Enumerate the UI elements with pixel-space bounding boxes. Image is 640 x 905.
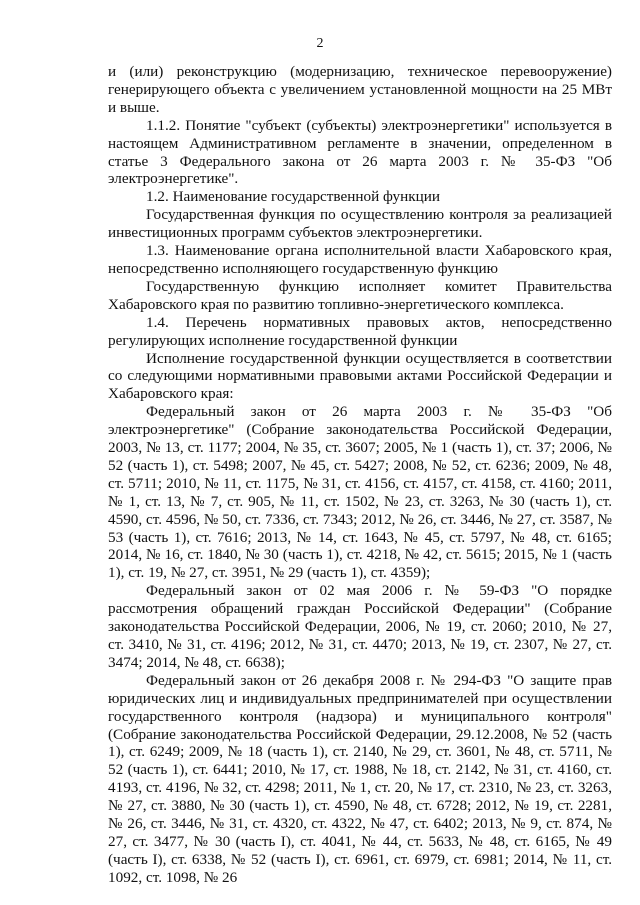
paragraph-legal-basis: Исполнение государственной функции осуществляется в соответствии со следующими нормативными правовыми актами Российской Федерации и Хабаровского края:	[108, 349, 612, 403]
paragraph-function-name: Государственная функция по осуществлению контроля за реализацией инвестиционных программ субъектов электроэнергетики.	[108, 206, 612, 242]
heading-1-2: 1.2. Наименование государственной функции	[146, 188, 440, 206]
law-59-fz: Федеральный закон от 02 мая 2006 г. № 59-ФЗ "О порядке рассмотрения обращений граждан Российской Федерации" (Собрание законодательства Российской Федерации, 2006, № 19, ст. 2060; 2010, № 27, ст. 3410, № 31, ст. 4196; 2012, № 31, ст. 4470; 2013, № 19, ст. 2307, № 27, ст. 3474; 2014, № 48, ст. 6638);	[108, 582, 612, 671]
law-294-fz: Федеральный закон от 26 декабря 2008 г. № 294-ФЗ "О защите прав юридических лиц и индивидуальных предпринимателей при осуществлении государственного контроля (надзора) и муниципального контроля" (Собрание законодательства Российской Федерации, 29.12.2008, № 52 (часть 1), ст. 6249; 2009, № 18 (часть 1), ст. 2140, № 29, ст. 3601, № 48, ст. 5711, № 52 (часть 1), ст. 6441; 2010, № 17, ст. 1988, № 18, ст. 2142, № 31, ст. 4160, ст. 4193, ст. 4196, № 32, ст. 4298; 2011, № 1, ст. 20, № 17, ст. 2310, № 23, ст. 3263, № 27, ст. 3880, № 30 (часть 1), ст. 4590, № 48, ст. 6728; 2012, № 19, ст. 2281, № 26, ст. 3446, № 31, ст. 4320, ст. 4322, № 47, ст. 6402; 2013, № 9, ст. 874, № 27, ст. 3477, № 30 (часть I), ст. 4041, № 44, ст. 5633, № 48, ст. 6165, № 49 (часть I), ст. 6338, № 52 (часть I), ст. 6961, ст. 6979, ст. 6981; 2014, № 11, ст. 1092, ст. 1098, № 26	[108, 671, 612, 886]
paragraph-continuation: и (или) реконструкцию (модернизацию, техническое перевооружение) генерирующего объекта с увеличением установленной мощности на 25 МВт и выше.	[108, 63, 612, 116]
document-body	[108, 63, 612, 887]
heading-1-3: 1.3. Наименование органа исполнительной власти Хабаровского края, непосредственно исполняющего государственную функцию	[108, 242, 612, 277]
law-35-fz: Федеральный закон от 26 марта 2003 г. № 35-ФЗ "Об электроэнергетике" (Собрание законодательства Российской Федерации, 2003, № 13, ст. 1177; 2004, № 35, ст. 3607; 2005, № 1 (часть 1), ст. 37; 2006, № 52 (часть 1), ст. 5498; 2007, № 45, ст. 5427; 2008, № 52, ст. 6236; 2009, № 48, ст. 5711; 2010, № 11, ст. 1175, № 31, ст. 4156, ст. 4157, ст. 4158, ст. 4160; 2011, № 1, ст. 13, № 7, ст. 905, № 11, ст. 1502, № 23, ст. 3263, № 30 (часть 1), ст. 4590, ст. 4596, № 50, ст. 7336, ст. 7343; 2012, № 26, ст. 3446, № 27, ст. 3587, № 53 (часть 1), ст. 7616; 2013, № 14, ст. 1643, № 45, ст. 5797, № 48, ст. 6165; 2014, № 16, ст. 1840, № 30 (часть 1), ст. 4218, № 42, ст. 5615; 2015, № 1 (часть 1), ст. 19, № 27, ст. 3951, № 29 (часть 1), ст. 4359);	[108, 403, 612, 582]
paragraph-executive-body: Государственную функцию исполняет комитет Правительства Хабаровского края по развитию топливно-энергетического комплекса.	[108, 277, 612, 313]
heading-1-4: 1.4. Перечень нормативных правовых актов, непосредственно регулирующих исполнение государственной функции	[108, 313, 612, 349]
paragraph-1-1-2: 1.1.2. Понятие "субъект (субъекты) электроэнергетики" используется в настоящем Административном регламенте в значении, определенном в статье 3 Федерального закона от 26 марта 2003 г. № 35-ФЗ "Об электроэнергетике".	[108, 116, 612, 188]
page-number: 2	[316, 36, 324, 51]
